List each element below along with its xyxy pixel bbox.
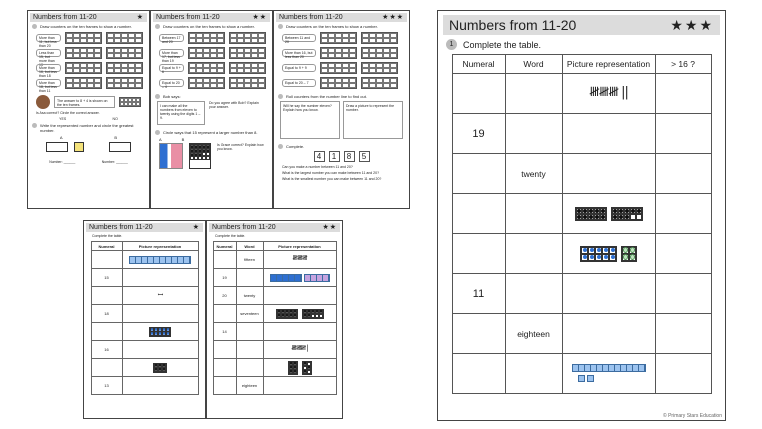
question-text: Circle ways that 15 represent a larger number than 8.	[163, 130, 258, 135]
frame-label: Between 17 and 20	[159, 34, 184, 42]
option-a-label: A	[159, 137, 162, 142]
ten-frame[interactable]	[320, 47, 357, 59]
ten-frame[interactable]	[106, 77, 143, 89]
frame-label: Equal to 9 + 9	[282, 64, 316, 72]
question-text: Can you make a number between 11 and 20?	[282, 165, 353, 169]
col-header-greater-than-16: > 16 ?	[655, 55, 711, 74]
numeral-cell[interactable]	[213, 251, 236, 269]
sheet-title: Numbers from 11-20	[156, 14, 220, 21]
col-header: Word	[236, 242, 263, 251]
numeral-cell[interactable]	[452, 354, 505, 394]
question-text: Do you agree with Bob? Explain your answer.	[209, 101, 259, 109]
digit-card: 5	[359, 151, 370, 162]
numeral-cell[interactable]: 14	[213, 323, 236, 341]
picture-cell: 𝍸𝍸𝍸	[263, 251, 336, 269]
picture-cell[interactable]	[122, 377, 198, 395]
star-rating: ★★★	[382, 14, 404, 21]
table-row	[452, 354, 711, 394]
numeral-cell[interactable]: 13	[91, 377, 122, 395]
ten-frame[interactable]	[65, 47, 102, 59]
speech-bubble: The answer to 8 + 4 is shown on the ten frames.	[54, 96, 115, 108]
question-3	[278, 144, 405, 149]
frame-label: More than 18, but less than 11	[36, 79, 61, 87]
worksheet-three-star	[273, 10, 410, 209]
question-text: Is Asa correct? Circle the correct answer.	[36, 111, 100, 115]
ten-frame	[621, 246, 637, 262]
ten-rod	[572, 364, 646, 372]
ten-frame	[119, 97, 141, 107]
sheet-header	[86, 223, 203, 232]
table-row	[452, 154, 711, 194]
table-row	[452, 194, 711, 234]
ten-frame	[189, 143, 211, 169]
answer-cell[interactable]	[655, 274, 711, 314]
worksheet-one-star	[27, 10, 150, 209]
sheet-title: Numbers from 11-20	[89, 224, 153, 231]
numeral-cell[interactable]: 18	[91, 305, 122, 323]
frame-label: Less than 15, but more than 13	[36, 49, 61, 57]
digit-card: 8	[344, 151, 355, 162]
question-1	[446, 39, 717, 50]
copyright-footer: © Primary Stars Education	[663, 413, 722, 419]
numeral-cell[interactable]	[91, 251, 122, 269]
ten-frame[interactable]	[188, 32, 225, 44]
picture-cell	[562, 74, 655, 114]
word-cell[interactable]: twenty	[236, 287, 263, 305]
digit-card: 4	[314, 151, 325, 162]
star-rating: ★★★	[670, 17, 714, 33]
word-cell[interactable]	[505, 114, 562, 154]
word-cell[interactable]	[236, 359, 263, 377]
unit-cube	[578, 375, 585, 382]
unit-cube	[587, 375, 594, 382]
word-cell[interactable]	[505, 354, 562, 394]
ten-frame[interactable]	[229, 77, 266, 89]
ten-frame[interactable]	[361, 62, 398, 74]
word-cell[interactable]: eighteen	[236, 377, 263, 395]
numeral-cell[interactable]: 19	[213, 269, 236, 287]
ten-frame	[580, 246, 617, 262]
question-3	[32, 123, 145, 133]
question-2	[278, 94, 405, 99]
frame-label: Equal to 20 – 7	[282, 79, 316, 87]
ten-frame[interactable]	[320, 62, 357, 74]
ten-frame[interactable]	[65, 77, 102, 89]
frame-label: More than 11, but less than 20	[36, 34, 61, 42]
frame-label: Between 11 and 20	[282, 34, 316, 42]
picture-cell[interactable]	[122, 305, 198, 323]
star-rating: ★★	[322, 224, 337, 231]
numeral-cell[interactable]	[91, 287, 122, 305]
ten-frame[interactable]	[65, 32, 102, 44]
question-text: Bob says:	[163, 94, 181, 99]
sheet-header	[153, 13, 270, 22]
sheet-title: Numbers from 11-20	[279, 14, 343, 21]
frame-label: Equal to 20 – 4	[159, 79, 184, 87]
col-header: Picture representation	[122, 242, 198, 251]
ten-frame	[46, 142, 68, 152]
picture-cell[interactable]	[562, 114, 655, 154]
picture-cell	[562, 194, 655, 234]
numeral-table	[91, 241, 199, 395]
numeral-cell[interactable]	[91, 323, 122, 341]
digit-card: 1	[329, 151, 340, 162]
cube-towers	[159, 143, 183, 169]
picture-cell	[562, 354, 655, 394]
sheet-title: Numbers from 11-20	[212, 224, 276, 231]
answer-cell[interactable]	[655, 74, 711, 114]
ten-frame[interactable]	[320, 32, 357, 44]
ten-frame[interactable]	[188, 47, 225, 59]
picture-cell	[562, 234, 655, 274]
numeral-cell[interactable]	[213, 359, 236, 377]
table-row	[452, 234, 711, 274]
worksheet-main-three-star	[437, 10, 726, 421]
frame-label: Equal to 9 + 6	[159, 64, 184, 72]
numeral-cell[interactable]	[91, 359, 122, 377]
answer-cell[interactable]	[655, 234, 711, 274]
word-cell[interactable]: twenty	[505, 154, 562, 194]
no-option[interactable]: NO	[112, 117, 118, 121]
sheet-header	[276, 13, 407, 22]
numbers-table	[452, 54, 712, 394]
col-header: Numeral	[213, 242, 236, 251]
frame-label: More than 17, but less than 19	[159, 49, 184, 57]
word-cell[interactable]	[236, 269, 263, 287]
ten-frame[interactable]	[188, 62, 225, 74]
ten-frame[interactable]	[229, 47, 266, 59]
question-1	[155, 24, 268, 29]
col-header: Numeral	[91, 242, 122, 251]
ten-frame[interactable]	[361, 32, 398, 44]
picture-cell[interactable]	[562, 314, 655, 354]
picture-cell[interactable]	[263, 377, 336, 395]
question-1	[32, 24, 145, 29]
question-text: Complete.	[286, 144, 305, 149]
picture-cell[interactable]	[562, 154, 655, 194]
number-blank[interactable]: Number: ______	[49, 160, 76, 164]
ten-frame	[109, 142, 131, 152]
picture-cell[interactable]	[263, 287, 336, 305]
numeral-cell[interactable]: 20	[213, 287, 236, 305]
numeral-word-table	[213, 241, 337, 395]
avatar	[36, 95, 50, 109]
instruction: Complete the table.	[463, 39, 542, 50]
ten-frame	[611, 207, 643, 221]
picture-cell: ꟷ	[122, 287, 198, 305]
ten-frame[interactable]	[65, 62, 102, 74]
picture-cell	[122, 359, 198, 377]
question-number: 1	[446, 39, 457, 50]
numeral-cell[interactable]	[213, 305, 236, 323]
word-cell[interactable]: fifteen	[236, 251, 263, 269]
star-rating: ★	[192, 224, 200, 231]
question-text: Draw counters on the ten frames to show a number.	[163, 24, 255, 29]
question-3	[155, 130, 268, 135]
option-b-label: B	[181, 137, 185, 142]
picture-cell[interactable]	[263, 323, 336, 341]
frame-label: More than 16, but less than 18	[36, 64, 61, 72]
ten-frame[interactable]	[361, 77, 398, 89]
frame-label: More than 16, but less than 20	[282, 49, 316, 57]
worksheet-table-one-star	[83, 220, 206, 419]
option-b-label: B	[114, 135, 118, 140]
worksheet-table-two-star	[206, 220, 343, 419]
question-text: What is the largest number you can make between 11 and 20?	[282, 171, 380, 175]
numeral-cell[interactable]	[452, 154, 505, 194]
ten-frame[interactable]	[320, 77, 357, 89]
ten-frame	[575, 207, 607, 221]
table-row	[452, 274, 711, 314]
question-text: Draw counters on the ten frames to show a number.	[286, 24, 378, 29]
tally-marks: 𝍸𝍸𝍸 ||	[589, 84, 628, 100]
answer-cell[interactable]	[655, 114, 711, 154]
question-text: Write the represented number and circle the greatest number.	[40, 123, 134, 133]
word-cell[interactable]	[505, 234, 562, 274]
worksheet-two-star	[150, 10, 273, 209]
ten-frame[interactable]	[229, 32, 266, 44]
sheet-header	[443, 15, 720, 35]
ten-frame[interactable]	[229, 62, 266, 74]
numeral-cell[interactable]	[452, 314, 505, 354]
numeral-cell[interactable]	[213, 341, 236, 359]
answer-cell[interactable]	[655, 354, 711, 394]
table-row	[452, 314, 711, 354]
col-header-numeral: Numeral	[452, 55, 505, 74]
numeral-cell[interactable]	[452, 74, 505, 114]
instruction: Complete the table.	[92, 234, 123, 238]
numeral-cell[interactable]: 11	[452, 274, 505, 314]
ten-frame[interactable]	[106, 47, 143, 59]
question-1	[278, 24, 405, 29]
ten-frame	[74, 142, 84, 152]
picture-cell[interactable]	[562, 274, 655, 314]
sheet-title: Numbers from 11-20	[449, 17, 577, 33]
ten-frame[interactable]	[106, 32, 143, 44]
table-row	[452, 114, 711, 154]
ten-frame[interactable]	[106, 62, 143, 74]
numeral-cell[interactable]	[452, 194, 505, 234]
question-text: What is the smallest number you can make between 11 and 20?	[282, 177, 382, 181]
speech-bubble: I can make all the numbers from eleven to twenty using the digits 1 – 9.	[157, 101, 205, 125]
numeral-cell[interactable]: 15	[91, 269, 122, 287]
sheet-title: Numbers from 11-20	[33, 14, 97, 21]
sheet-header	[30, 13, 147, 22]
picture-cell	[122, 251, 198, 269]
question-text: Roll counters from the number line to find out.	[286, 94, 367, 99]
star-rating: ★★	[252, 14, 267, 21]
number-blank[interactable]: Number: ______	[101, 160, 128, 164]
word-cell[interactable]	[505, 274, 562, 314]
star-rating: ★	[136, 14, 144, 21]
word-cell[interactable]	[236, 323, 263, 341]
answer-cell[interactable]	[655, 154, 711, 194]
picture-cell	[263, 305, 336, 323]
sheet-header	[209, 223, 340, 232]
word-cell[interactable]	[505, 74, 562, 114]
picture-cell: 𝍸𝍸𝍸 |	[263, 341, 336, 359]
yes-option[interactable]: YES	[59, 117, 67, 121]
picture-cell[interactable]	[122, 269, 198, 287]
word-cell[interactable]	[505, 194, 562, 234]
answer-cell[interactable]	[655, 194, 711, 234]
col-header: Picture representation	[263, 242, 336, 251]
answer-box[interactable]: Will he say the number eleven? Explain how you know.	[280, 101, 340, 139]
word-cell[interactable]: seventeen	[236, 305, 263, 323]
numeral-cell[interactable]: 16	[91, 341, 122, 359]
col-header-picture: Picture representation	[562, 55, 655, 74]
question-2	[155, 94, 268, 99]
ten-frame[interactable]	[361, 47, 398, 59]
word-cell[interactable]	[236, 341, 263, 359]
answer-box[interactable]: Draw a picture to represent the number.	[343, 101, 403, 139]
picture-cell	[263, 359, 336, 377]
question-text: Draw counters on the ten frames to show a number.	[40, 24, 132, 29]
numeral-cell[interactable]	[213, 377, 236, 395]
word-cell[interactable]: eighteen	[505, 314, 562, 354]
picture-cell	[263, 269, 336, 287]
question-text: Is Grace correct? Explain how you know.	[217, 143, 264, 151]
instruction: Complete the table.	[215, 234, 246, 238]
picture-cell[interactable]	[122, 341, 198, 359]
numeral-cell[interactable]	[452, 234, 505, 274]
ten-frame[interactable]	[188, 77, 225, 89]
numeral-cell[interactable]: 19	[452, 114, 505, 154]
picture-cell	[122, 323, 198, 341]
col-header-word: Word	[505, 55, 562, 74]
option-a-label: A	[59, 135, 63, 140]
answer-cell[interactable]	[655, 314, 711, 354]
table-row	[452, 74, 711, 114]
